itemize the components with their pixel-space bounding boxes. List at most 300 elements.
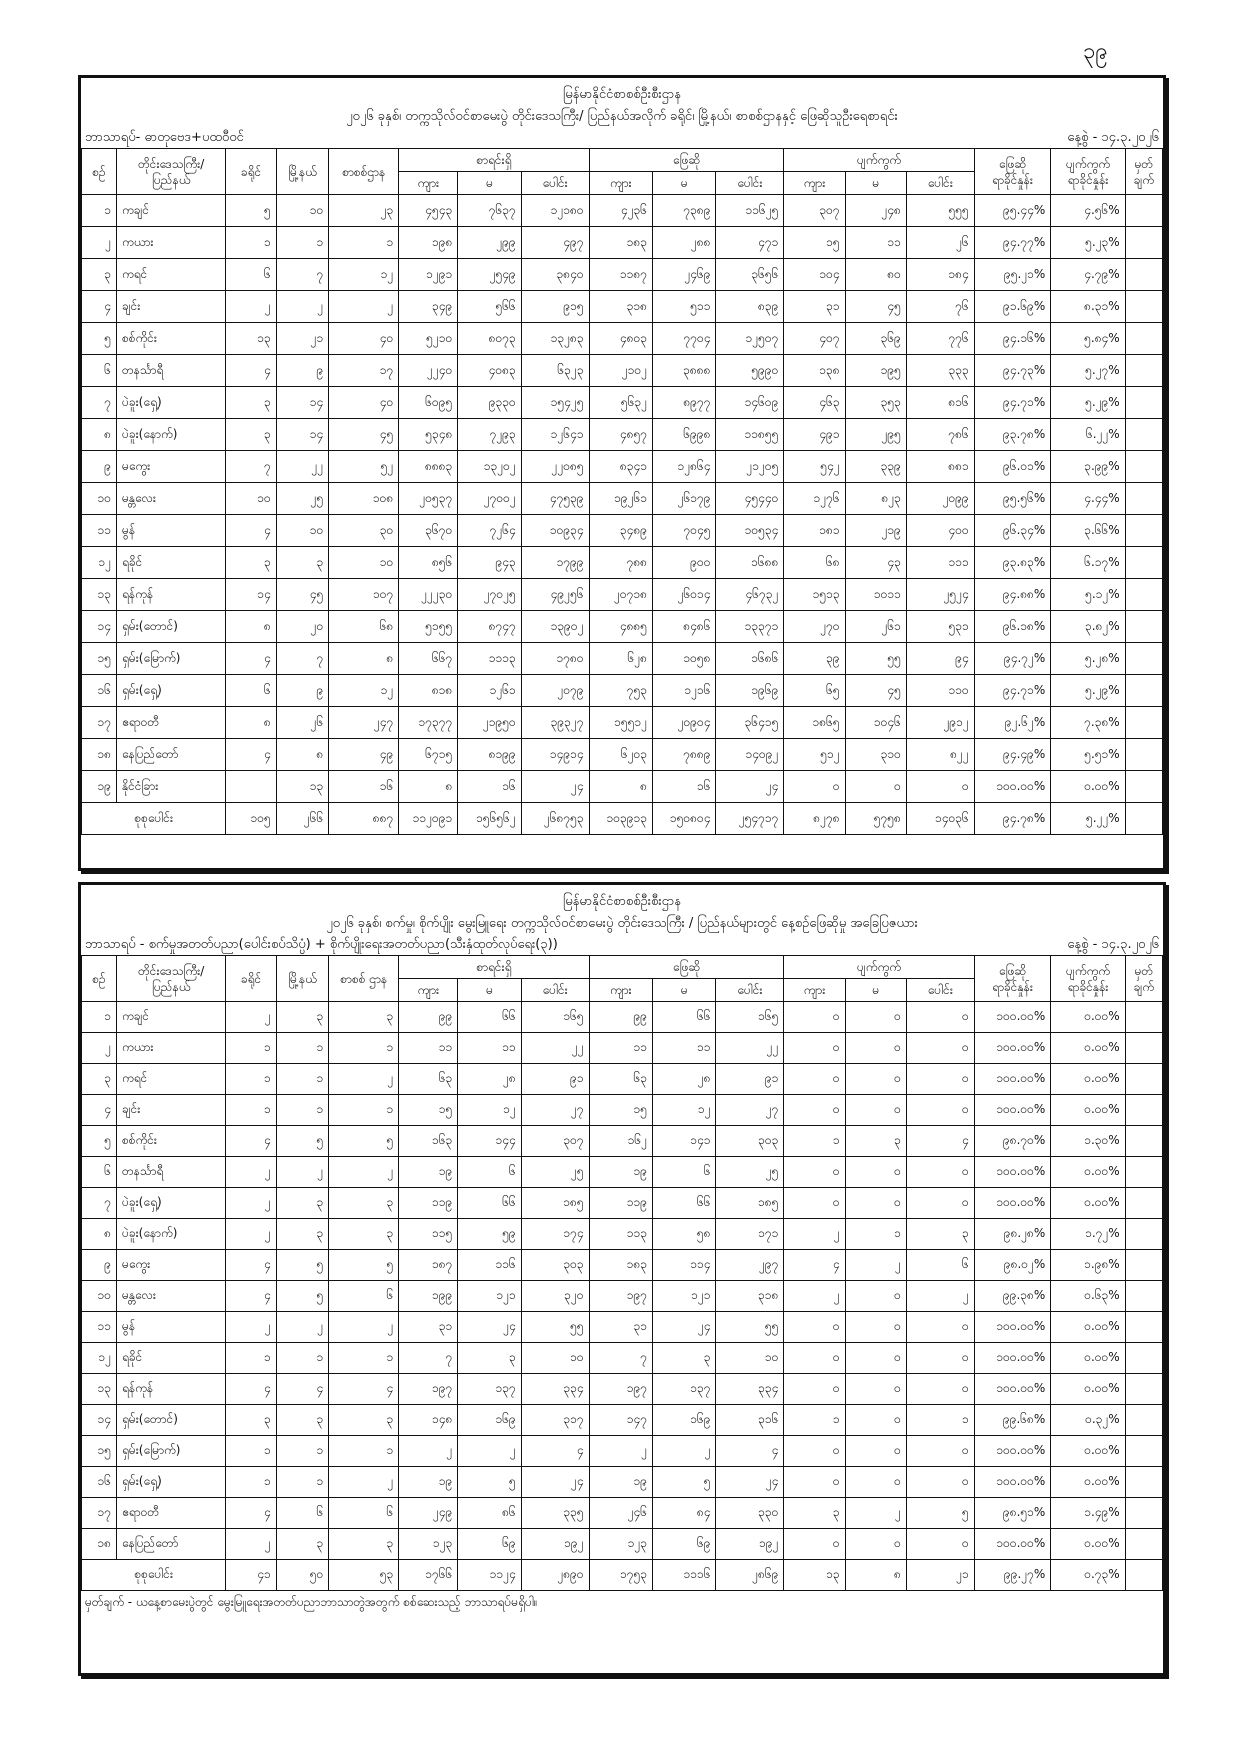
- cell-value: ၃၁၆: [716, 1405, 784, 1436]
- cell-value: ၁: [276, 1095, 329, 1126]
- cell-value: ၃: [458, 1343, 521, 1374]
- cell-value: ၀: [845, 1033, 906, 1064]
- cell-value: ၂၄: [521, 1467, 589, 1498]
- table-row: [82, 1405, 1163, 1436]
- table-row: [82, 419, 1163, 451]
- cell-value: ၅.၅၁%: [1051, 739, 1125, 771]
- row-number: ၁၂: [82, 1343, 117, 1374]
- cell-value: ၁၈၇: [399, 1250, 458, 1281]
- cell-value: ၁၅: [784, 227, 845, 259]
- row-number: ၁၈: [82, 739, 117, 771]
- row-number: ၁၇: [82, 707, 117, 739]
- cell-value: ၀: [845, 1436, 906, 1467]
- cell-value: ၇၀၄၅: [653, 515, 716, 547]
- cell-value: ၀: [845, 1095, 906, 1126]
- total-value: ၁၀၃၉၁၃: [589, 803, 652, 835]
- cell-value: ၁၃၂၀၂: [458, 451, 521, 483]
- cell-value: ၆၃: [589, 1064, 652, 1095]
- region-name: မွန်: [117, 1312, 226, 1343]
- total-value: ၀.၇၃%: [1051, 1560, 1125, 1591]
- cell-value: ၆၆၇: [399, 643, 458, 675]
- cell-value: ၁၃၇: [653, 1374, 716, 1405]
- total-value: ၁၁၂၀၉၁: [399, 803, 458, 835]
- header-township: မြို့နယ်: [276, 149, 329, 195]
- cell-value: ၆: [329, 1281, 399, 1312]
- cell-value: ၃.၉၉%: [1051, 451, 1125, 483]
- cell-value: ၁၃၃၇၁: [716, 611, 784, 643]
- cell-value: ၄၆၃: [784, 387, 845, 419]
- cell-value: ၃၃၃: [906, 355, 974, 387]
- cell-value: ၉၉: [589, 1002, 652, 1033]
- cell-value: ၁: [226, 1095, 276, 1126]
- cell-value: [1125, 355, 1162, 387]
- total-label: စုစုပေါင်း: [82, 1560, 226, 1591]
- cell-value: ၁.၃၀%: [1051, 1126, 1125, 1157]
- cell-value: ၁၀: [521, 1343, 589, 1374]
- cell-value: ၁၄: [276, 419, 329, 451]
- cell-value: ၁: [276, 1033, 329, 1064]
- cell-value: ၈.၃၁%: [1051, 291, 1125, 323]
- cell-value: ၄၅၄၃: [399, 195, 458, 227]
- cell-value: ၂၀၇၁၈: [589, 579, 652, 611]
- total-row: [82, 1560, 1163, 1591]
- cell-value: ၂: [845, 1498, 906, 1529]
- cell-value: ၃၃၉: [845, 451, 906, 483]
- header-sat-pct: ဖြေဆို ရာခိုင်နှုန်း: [974, 956, 1051, 1002]
- cell-value: [1125, 195, 1162, 227]
- row-number: ၁၈: [82, 1529, 117, 1560]
- cell-value: ၂၄၇: [329, 707, 399, 739]
- cell-value: ၀: [845, 1374, 906, 1405]
- cell-value: ၅.၈၄%: [1051, 323, 1125, 355]
- cell-value: ၂၁၀၂: [589, 355, 652, 387]
- cell-value: ၁၀၀.၀၀%: [974, 1188, 1051, 1219]
- cell-value: ၀: [784, 1529, 845, 1560]
- cell-value: ၉၀၀: [653, 547, 716, 579]
- cell-value: ၃: [906, 1219, 974, 1250]
- cell-value: ၂: [845, 1250, 906, 1281]
- cell-value: ၂၂၄၀: [399, 355, 458, 387]
- cell-value: ၃၅၃: [845, 387, 906, 419]
- cell-value: [1125, 291, 1162, 323]
- cell-value: ၁: [226, 1033, 276, 1064]
- cell-value: ၅၃၄၈: [399, 419, 458, 451]
- cell-value: ၀.၀၀%: [1051, 1002, 1125, 1033]
- cell-value: ၂၄၆၉: [653, 259, 716, 291]
- total-value: ၂၈၉၀: [521, 1560, 589, 1591]
- cell-value: ၈၁၉၉: [458, 739, 521, 771]
- cell-value: ၆၈: [784, 547, 845, 579]
- cell-value: ၆: [906, 1250, 974, 1281]
- cell-value: ၇၂၆၄: [458, 515, 521, 547]
- cell-value: ၁၇၉၉: [521, 547, 589, 579]
- cell-value: ၆၉၉၈: [653, 419, 716, 451]
- header-sat: ဖြေဆို: [589, 149, 784, 172]
- row-number: ၄: [82, 291, 117, 323]
- total-value: ၂၈၆၉: [716, 1560, 784, 1591]
- cell-value: ၃: [329, 1002, 399, 1033]
- cell-value: ၀: [906, 1188, 974, 1219]
- cell-value: ၂: [784, 1281, 845, 1312]
- cell-value: ၉၃.၈၃%: [974, 547, 1051, 579]
- cell-value: ၅၁၅၅: [399, 611, 458, 643]
- header-female: မ: [653, 979, 716, 1002]
- cell-value: ၁: [226, 1467, 276, 1498]
- row-number: ၇: [82, 387, 117, 419]
- cell-value: ၁၂: [653, 1095, 716, 1126]
- cell-value: ၁၁၆: [458, 1250, 521, 1281]
- cell-value: ၀.၀၀%: [1051, 1467, 1125, 1498]
- cell-value: ၄.၇၉%: [1051, 259, 1125, 291]
- row-number: ၃: [82, 259, 117, 291]
- cell-value: ၈: [226, 707, 276, 739]
- cell-value: ၇: [589, 1343, 652, 1374]
- cell-value: [1125, 1436, 1162, 1467]
- data-table: [81, 955, 1163, 1591]
- table-row: [82, 643, 1163, 675]
- table-panel-1: [78, 75, 1166, 871]
- cell-value: ၀: [906, 1436, 974, 1467]
- cell-value: ၀.၀၀%: [1051, 1436, 1125, 1467]
- cell-value: ၁၈၁: [784, 515, 845, 547]
- table-row: [82, 1126, 1163, 1157]
- table-row: [82, 579, 1163, 611]
- cell-value: ၀.၀၀%: [1051, 1033, 1125, 1064]
- cell-value: ၄၈၅၇: [589, 419, 652, 451]
- cell-value: ၄၂၃၆: [589, 195, 652, 227]
- cell-value: ၁၀၄: [784, 259, 845, 291]
- cell-value: [1125, 1095, 1162, 1126]
- header-male: ကျား: [784, 172, 845, 195]
- table-row: [82, 1343, 1163, 1374]
- cell-value: ၀: [906, 1312, 974, 1343]
- cell-value: ၂၀: [276, 611, 329, 643]
- cell-value: ၄၀: [329, 387, 399, 419]
- cell-value: [1125, 1157, 1162, 1188]
- cell-value: ၁၂: [458, 1095, 521, 1126]
- table-row: [82, 1467, 1163, 1498]
- cell-value: ၁၅: [399, 1095, 458, 1126]
- cell-value: ၄၉: [329, 739, 399, 771]
- cell-value: ၀: [784, 1064, 845, 1095]
- cell-value: ၀: [845, 1002, 906, 1033]
- cell-value: ၇၂၉၃: [458, 419, 521, 451]
- row-number: ၂: [82, 227, 117, 259]
- total-value: ၁၅၀၈၀၄: [653, 803, 716, 835]
- cell-value: ၂၅: [276, 483, 329, 515]
- cell-value: ၃၁: [589, 1312, 652, 1343]
- cell-value: [1125, 1188, 1162, 1219]
- cell-value: ၄.၅၆%: [1051, 195, 1125, 227]
- cell-value: ၁၅: [589, 1095, 652, 1126]
- cell-value: ၂၄: [653, 1312, 716, 1343]
- cell-value: ၄.၄၄%: [1051, 483, 1125, 515]
- header-female: မ: [458, 979, 521, 1002]
- cell-value: ၀.၀၀%: [1051, 1064, 1125, 1095]
- cell-value: [1125, 547, 1162, 579]
- cell-value: ၀.၃၂%: [1051, 1405, 1125, 1436]
- cell-value: ၇၃၈၉: [653, 195, 716, 227]
- cell-value: ၂: [906, 1281, 974, 1312]
- region-name: စစ်ကိုင်း: [117, 1126, 226, 1157]
- header-male: ကျား: [399, 172, 458, 195]
- row-number: ၈: [82, 419, 117, 451]
- cell-value: ၆၀၉၅: [399, 387, 458, 419]
- header-absent-pct: ပျက်ကွက် ရာခိုင်နှုန်း: [1051, 149, 1125, 195]
- cell-value: ၁၃၇: [458, 1374, 521, 1405]
- cell-value: ၀: [845, 1343, 906, 1374]
- cell-value: ၁၇၄: [521, 1219, 589, 1250]
- cell-value: ၃၃၄: [521, 1374, 589, 1405]
- cell-value: ၉၆.၀၁%: [974, 451, 1051, 483]
- cell-value: ၉၄.၈၈%: [974, 579, 1051, 611]
- cell-value: ၁၁၁: [906, 547, 974, 579]
- cell-value: ၅: [653, 1467, 716, 1498]
- row-number: ၃: [82, 1064, 117, 1095]
- total-value: ၁၃: [784, 1560, 845, 1591]
- cell-value: ၁၄၄: [458, 1126, 521, 1157]
- cell-value: ၇၈၈၉: [653, 739, 716, 771]
- cell-value: ၈၆: [458, 1498, 521, 1529]
- cell-value: ၂၈: [653, 1064, 716, 1095]
- cell-value: ၅: [906, 1498, 974, 1529]
- cell-value: ၃: [226, 1405, 276, 1436]
- region-name: တနင်္သာရီ: [117, 1157, 226, 1188]
- region-name: ရှမ်း(တောင်): [117, 1405, 226, 1436]
- cell-value: ၁၄၉၁၄: [521, 739, 589, 771]
- cell-value: ၁၆၉: [653, 1405, 716, 1436]
- region-name: ရှမ်း(မြောက်): [117, 643, 226, 675]
- cell-value: ၀: [906, 1343, 974, 1374]
- cell-value: ၉၅.၂၁%: [974, 259, 1051, 291]
- cell-value: ၃၆၉: [845, 323, 906, 355]
- cell-value: ၁၁၉: [399, 1188, 458, 1219]
- cell-value: ၁၆၈၈: [716, 547, 784, 579]
- cell-value: ၆၉: [653, 1529, 716, 1560]
- header-female: မ: [458, 172, 521, 195]
- cell-value: ၄: [226, 1126, 276, 1157]
- cell-value: ၀: [784, 1436, 845, 1467]
- row-number: ၆: [82, 355, 117, 387]
- cell-value: ၇.၃၈%: [1051, 707, 1125, 739]
- cell-value: ၉: [276, 675, 329, 707]
- cell-value: ၉၈.၂၈%: [974, 1219, 1051, 1250]
- row-number: ၈: [82, 1219, 117, 1250]
- cell-value: ၃: [226, 547, 276, 579]
- cell-value: ၇: [276, 643, 329, 675]
- cell-value: ၁၃: [226, 323, 276, 355]
- table-row: [82, 1250, 1163, 1281]
- table-panel-2: [78, 882, 1166, 1676]
- cell-value: [1125, 1250, 1162, 1281]
- cell-value: ၀: [784, 1374, 845, 1405]
- cell-value: ၂၆၁: [845, 611, 906, 643]
- total-value: ၁၄၀၃၆: [906, 803, 974, 835]
- cell-value: ၂၆၀၁၄: [653, 579, 716, 611]
- region-name: ရှမ်း(ရှေ့): [117, 675, 226, 707]
- cell-value: ၁၈၄: [906, 259, 974, 291]
- cell-value: ၃၁: [784, 291, 845, 323]
- total-value: ၅၀: [276, 1560, 329, 1591]
- cell-value: ၀: [906, 1064, 974, 1095]
- cell-value: ၀.၀၀%: [1051, 1343, 1125, 1374]
- cell-value: ၁၁၁၃: [458, 643, 521, 675]
- cell-value: ၁၂၁၆: [653, 675, 716, 707]
- cell-value: ၈: [276, 739, 329, 771]
- subject-label: ဘာသာရပ်- ဓာတုဗေဒ+ပထဝီဝင်: [85, 130, 244, 145]
- cell-value: ၂၄: [716, 771, 784, 803]
- cell-value: ၄: [226, 1374, 276, 1405]
- cell-value: ၆: [226, 675, 276, 707]
- table-row: [82, 259, 1163, 291]
- cell-value: ၁: [845, 1219, 906, 1250]
- cell-value: ၃၀၇: [784, 195, 845, 227]
- region-name: ရခိုင်: [117, 547, 226, 579]
- cell-value: ၁၄: [276, 387, 329, 419]
- cell-value: ၂၂၀၈၅: [521, 451, 589, 483]
- table-row: [82, 483, 1163, 515]
- cell-value: ၃.၆၆%: [1051, 515, 1125, 547]
- header-remark: မှတ် ချက်: [1125, 956, 1162, 1002]
- cell-value: ၅.၂၈%: [1051, 643, 1125, 675]
- org-name: မြန်မာနိုင်ငံစာစစ်ဦးစီးဌာန: [563, 894, 681, 909]
- cell-value: ၈၉၇၇: [653, 387, 716, 419]
- cell-value: ၂၀၉၀၄: [653, 707, 716, 739]
- cell-value: ၁၆၃: [399, 1126, 458, 1157]
- region-name: ပဲခူး(ရှေ့): [117, 387, 226, 419]
- region-name: ချင်း: [117, 1095, 226, 1126]
- header-total: ပေါင်း: [716, 172, 784, 195]
- cell-value: ၅၃၁: [906, 611, 974, 643]
- total-value: ၁၇၅၃: [589, 1560, 652, 1591]
- row-number: ၁၄: [82, 1405, 117, 1436]
- cell-value: ၁: [276, 1064, 329, 1095]
- header-center: စာစစ် ဌာန: [329, 956, 399, 1002]
- cell-value: ၀: [906, 771, 974, 803]
- cell-value: ၃၈၈၈: [653, 355, 716, 387]
- cell-value: ၇: [276, 259, 329, 291]
- cell-value: ၂၁၉: [845, 515, 906, 547]
- cell-value: ၂၅: [521, 1157, 589, 1188]
- cell-value: ၁၅၅၁၂: [589, 707, 652, 739]
- cell-value: [226, 771, 276, 803]
- cell-value: ၀: [845, 1157, 906, 1188]
- row-number: ၁၁: [82, 515, 117, 547]
- cell-value: ၅.၂၉%: [1051, 675, 1125, 707]
- cell-value: ၁၀၈: [329, 483, 399, 515]
- header-sn: စဉ်: [82, 956, 117, 1002]
- cell-value: ၇၅၃: [589, 675, 652, 707]
- region-name: ရှမ်း(တောင်): [117, 611, 226, 643]
- region-name: ကရင်: [117, 1064, 226, 1095]
- cell-value: [1125, 1033, 1162, 1064]
- cell-value: ၁၂၉၁: [399, 259, 458, 291]
- cell-value: ၇၇၆: [906, 323, 974, 355]
- cell-value: ၂၇: [716, 1095, 784, 1126]
- cell-value: ၀: [784, 1343, 845, 1374]
- cell-value: ၁၆၅: [716, 1002, 784, 1033]
- cell-value: [1125, 1467, 1162, 1498]
- cell-value: ၇၈၈: [589, 547, 652, 579]
- row-number: ၉: [82, 451, 117, 483]
- cell-value: ၁၉၇: [589, 1281, 652, 1312]
- row-number: ၁၄: [82, 611, 117, 643]
- cell-value: ၁၉၂: [521, 1529, 589, 1560]
- cell-value: [1125, 579, 1162, 611]
- cell-value: ၁၄၀၉၂: [716, 739, 784, 771]
- page-number: ၃၉: [1083, 39, 1108, 64]
- cell-value: ၂၅၄၉: [458, 259, 521, 291]
- cell-value: ၁၂၈၆၄: [653, 451, 716, 483]
- cell-value: ၆: [276, 1498, 329, 1529]
- cell-value: ၂၆: [906, 227, 974, 259]
- cell-value: ၅.၂၇%: [1051, 355, 1125, 387]
- table-row: [82, 323, 1163, 355]
- total-value: ၅.၂၂%: [1051, 803, 1125, 835]
- table-row: [82, 1157, 1163, 1188]
- cell-value: ၀: [906, 1157, 974, 1188]
- cell-value: ၁၆၉: [458, 1405, 521, 1436]
- cell-value: ၄: [329, 1374, 399, 1405]
- cell-value: ၁၂၁: [653, 1281, 716, 1312]
- cell-value: ၉၄.၄၉%: [974, 739, 1051, 771]
- cell-value: ၉၅.၄၄%: [974, 195, 1051, 227]
- cell-value: ၂၁: [276, 323, 329, 355]
- cell-value: ၁၁၈၇: [589, 259, 652, 291]
- cell-value: ၅.၂၃%: [1051, 227, 1125, 259]
- cell-value: ၀: [784, 1188, 845, 1219]
- cell-value: ၁၆၂: [589, 1126, 652, 1157]
- region-name: နေပြည်တော်: [117, 739, 226, 771]
- cell-value: ၁၂၆၄၁: [521, 419, 589, 451]
- cell-value: ၉၁: [716, 1064, 784, 1095]
- total-value: ၂၆၆: [276, 803, 329, 835]
- total-value: ၂၅၄၇၁၇: [716, 803, 784, 835]
- total-value: ၁၀၅: [226, 803, 276, 835]
- cell-value: ၃: [226, 419, 276, 451]
- cell-value: ၄၇၁: [716, 227, 784, 259]
- cell-value: ၁၂၁၈၀: [521, 195, 589, 227]
- cell-value: ၂၁၂၀၅: [716, 451, 784, 483]
- cell-value: ၂: [226, 1188, 276, 1219]
- table-row: [82, 1002, 1163, 1033]
- cell-value: [1125, 323, 1162, 355]
- cell-value: ၄: [226, 1281, 276, 1312]
- cell-value: ၁၈၆၅: [784, 707, 845, 739]
- cell-value: ၁၉၇: [399, 1374, 458, 1405]
- region-name: ရခိုင်: [117, 1343, 226, 1374]
- total-value: [1125, 1560, 1162, 1591]
- cell-value: ၁.၉၈%: [1051, 1250, 1125, 1281]
- cell-value: ၁၉၈: [399, 227, 458, 259]
- table-row: [82, 515, 1163, 547]
- cell-value: ၁: [276, 1343, 329, 1374]
- header-center: စာစစ်ဌာန: [329, 149, 399, 195]
- cell-value: ၁၂၃: [589, 1529, 652, 1560]
- cell-value: ၃: [276, 1529, 329, 1560]
- cell-value: ၁၀၀.၀၀%: [974, 1467, 1051, 1498]
- cell-value: ၂: [226, 1219, 276, 1250]
- cell-value: ၉၄.၇၃%: [974, 355, 1051, 387]
- header-total: ပေါင်း: [521, 172, 589, 195]
- cell-value: ၈၈၁: [906, 451, 974, 483]
- cell-value: ၆: [458, 1157, 521, 1188]
- region-name: နိုင်ငံခြား: [117, 771, 226, 803]
- cell-value: ၂: [458, 1436, 521, 1467]
- cell-value: ၁၉: [589, 1467, 652, 1498]
- cell-value: ၂၄၆: [589, 1498, 652, 1529]
- total-value: ၄၁: [226, 1560, 276, 1591]
